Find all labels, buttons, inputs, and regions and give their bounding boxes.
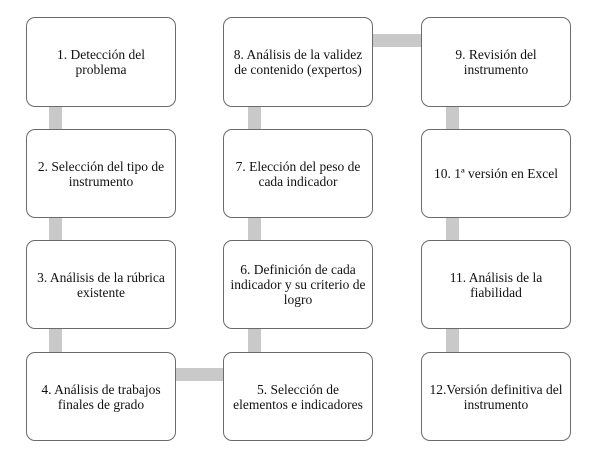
step-label-11: 11. Análisis de la fiabilidad — [449, 269, 543, 300]
connector-1-2 — [49, 106, 62, 130]
step-label-2: 2. Selección del tipo de instrumento — [37, 158, 165, 189]
step-box-9 — [421, 17, 571, 107]
connector-4-5 — [174, 368, 224, 381]
step-box-10 — [421, 129, 571, 218]
step-label-7: 7. Elección del peso de cada indicador — [235, 158, 361, 189]
step-label-6: 6. Definición de cada indicador y su criterio de logro — [230, 262, 366, 307]
step-box-6 — [223, 240, 373, 329]
step-box-4 — [26, 352, 176, 441]
connector-3-4 — [49, 328, 62, 353]
step-label-4: 4. Análisis de trabajos finales de grado — [41, 381, 161, 412]
connector-6-7 — [248, 217, 261, 241]
step-box-1 — [26, 17, 176, 107]
step-box-3 — [26, 240, 176, 329]
connector-8-9 — [372, 34, 422, 47]
step-box-2 — [26, 129, 176, 218]
step-box-7 — [223, 129, 373, 218]
step-label-12: 12.Versión definitiva del instrumento — [429, 381, 563, 412]
step-box-5 — [223, 352, 373, 441]
connector-10-11 — [446, 217, 459, 241]
step-box-11 — [421, 240, 571, 329]
step-box-12 — [421, 352, 571, 441]
step-label-8: 8. Análisis de la validez de contenido (expertos) — [233, 47, 363, 77]
connector-7-8 — [248, 106, 261, 130]
step-label-5: 5. Selección de elementos e indicadores — [233, 381, 363, 412]
connector-9-10 — [446, 106, 459, 130]
step-label-1: 1. Detección del problema — [56, 47, 146, 77]
step-label-3: 3. Análisis de la rúbrica existente — [37, 269, 165, 300]
connector-11-12 — [446, 328, 459, 353]
step-label-10: 10. 1ª versión en Excel — [433, 166, 559, 181]
step-box-8 — [223, 17, 373, 107]
connector-5-6 — [248, 328, 261, 353]
connector-2-3 — [49, 217, 62, 241]
step-label-9: 9. Revisión del instrumento — [455, 47, 537, 77]
